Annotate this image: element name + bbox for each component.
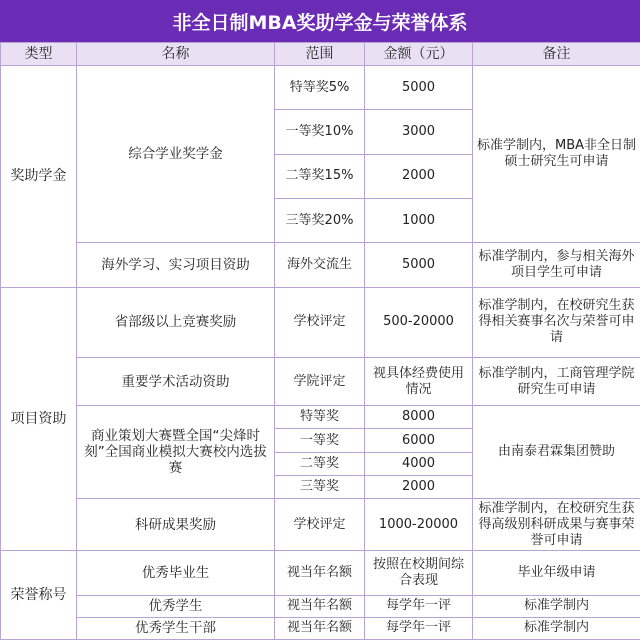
table-row xyxy=(1,287,640,357)
row-amount: 按照在校期间综合表现 xyxy=(365,551,473,595)
header-type: 类型 xyxy=(1,43,77,66)
table-row xyxy=(1,358,640,406)
row-name: 优秀学生干部 xyxy=(77,617,275,639)
row-scope: 视当年名额 xyxy=(275,617,365,639)
row-note: 标准学制内 xyxy=(473,595,640,617)
row-amount: 2000 xyxy=(365,154,473,198)
row-amount: 3000 xyxy=(365,110,473,154)
row-scope: 特等奖5% xyxy=(275,66,365,110)
page-title: 非全日制MBA奖助学金与荣誉体系 xyxy=(0,0,640,42)
row-note: 标准学制内 xyxy=(473,617,640,639)
header-note: 备注 xyxy=(473,43,640,66)
scholarship-table xyxy=(0,42,640,640)
row-note: 毕业年级申请 xyxy=(473,551,640,595)
row-scope: 一等奖10% xyxy=(275,110,365,154)
row-scope: 二等奖15% xyxy=(275,154,365,198)
row-scope: 学院评定 xyxy=(275,358,365,406)
row-name: 优秀毕业生 xyxy=(77,551,275,595)
row-scope: 海外交流生 xyxy=(275,243,365,287)
row-name: 商业策划大赛暨全国“尖烽时刻”全国商业模拟大赛校内选拔赛 xyxy=(77,406,275,499)
row-scope: 二等奖 xyxy=(275,452,365,475)
row-name: 省部级以上竞赛奖励 xyxy=(77,287,275,357)
table-row xyxy=(1,551,640,595)
row-scope: 三等奖 xyxy=(275,475,365,498)
row-scope: 学校评定 xyxy=(275,498,365,550)
row-amount: 5000 xyxy=(365,66,473,110)
category-scholarship: 奖助学金 xyxy=(1,66,77,287)
row-scope: 视当年名额 xyxy=(275,551,365,595)
row-amount: 5000 xyxy=(365,243,473,287)
row-amount: 每学年一评 xyxy=(365,595,473,617)
row-note: 标准学制内，在校研究生获得相关赛事名次与荣誉可申请 xyxy=(473,287,640,357)
row-amount: 4000 xyxy=(365,452,473,475)
table-row xyxy=(1,595,640,617)
table-row xyxy=(1,243,640,287)
row-scope: 一等奖 xyxy=(275,429,365,452)
table-header-row xyxy=(1,43,640,66)
row-note: 标准学制内，工商管理学院研究生可申请 xyxy=(473,358,640,406)
row-name: 海外学习、实习项目资助 xyxy=(77,243,275,287)
category-project: 项目资助 xyxy=(1,287,77,551)
row-amount: 8000 xyxy=(365,406,473,429)
row-amount: 1000 xyxy=(365,198,473,242)
row-amount: 每学年一评 xyxy=(365,617,473,639)
row-scope: 学校评定 xyxy=(275,287,365,357)
category-honor: 荣誉称号 xyxy=(1,551,77,640)
row-amount: 2000 xyxy=(365,475,473,498)
header-name: 名称 xyxy=(77,43,275,66)
table-row xyxy=(1,66,640,110)
row-scope: 视当年名额 xyxy=(275,595,365,617)
row-scope: 三等奖20% xyxy=(275,198,365,242)
table-row xyxy=(1,406,640,429)
row-amount: 视具体经费使用情况 xyxy=(365,358,473,406)
row-note: 标准学制内，MBA非全日制硕士研究生可申请 xyxy=(473,66,640,243)
table-row xyxy=(1,617,640,639)
row-note: 标准学制内，在校研究生获得高级别科研成果与赛事荣誉可申请 xyxy=(473,498,640,550)
row-note: 标准学制内，参与相关海外项目学生可申请 xyxy=(473,243,640,287)
row-name: 综合学业奖学金 xyxy=(77,66,275,243)
row-name: 重要学术活动资助 xyxy=(77,358,275,406)
row-amount: 6000 xyxy=(365,429,473,452)
header-scope: 范围 xyxy=(275,43,365,66)
row-note: 由南泰君霖集团赞助 xyxy=(473,406,640,499)
row-name: 优秀学生 xyxy=(77,595,275,617)
row-amount: 1000-20000 xyxy=(365,498,473,550)
table-row xyxy=(1,498,640,550)
row-amount: 500-20000 xyxy=(365,287,473,357)
header-amount: 金额（元） xyxy=(365,43,473,66)
row-scope: 特等奖 xyxy=(275,406,365,429)
row-name: 科研成果奖励 xyxy=(77,498,275,550)
